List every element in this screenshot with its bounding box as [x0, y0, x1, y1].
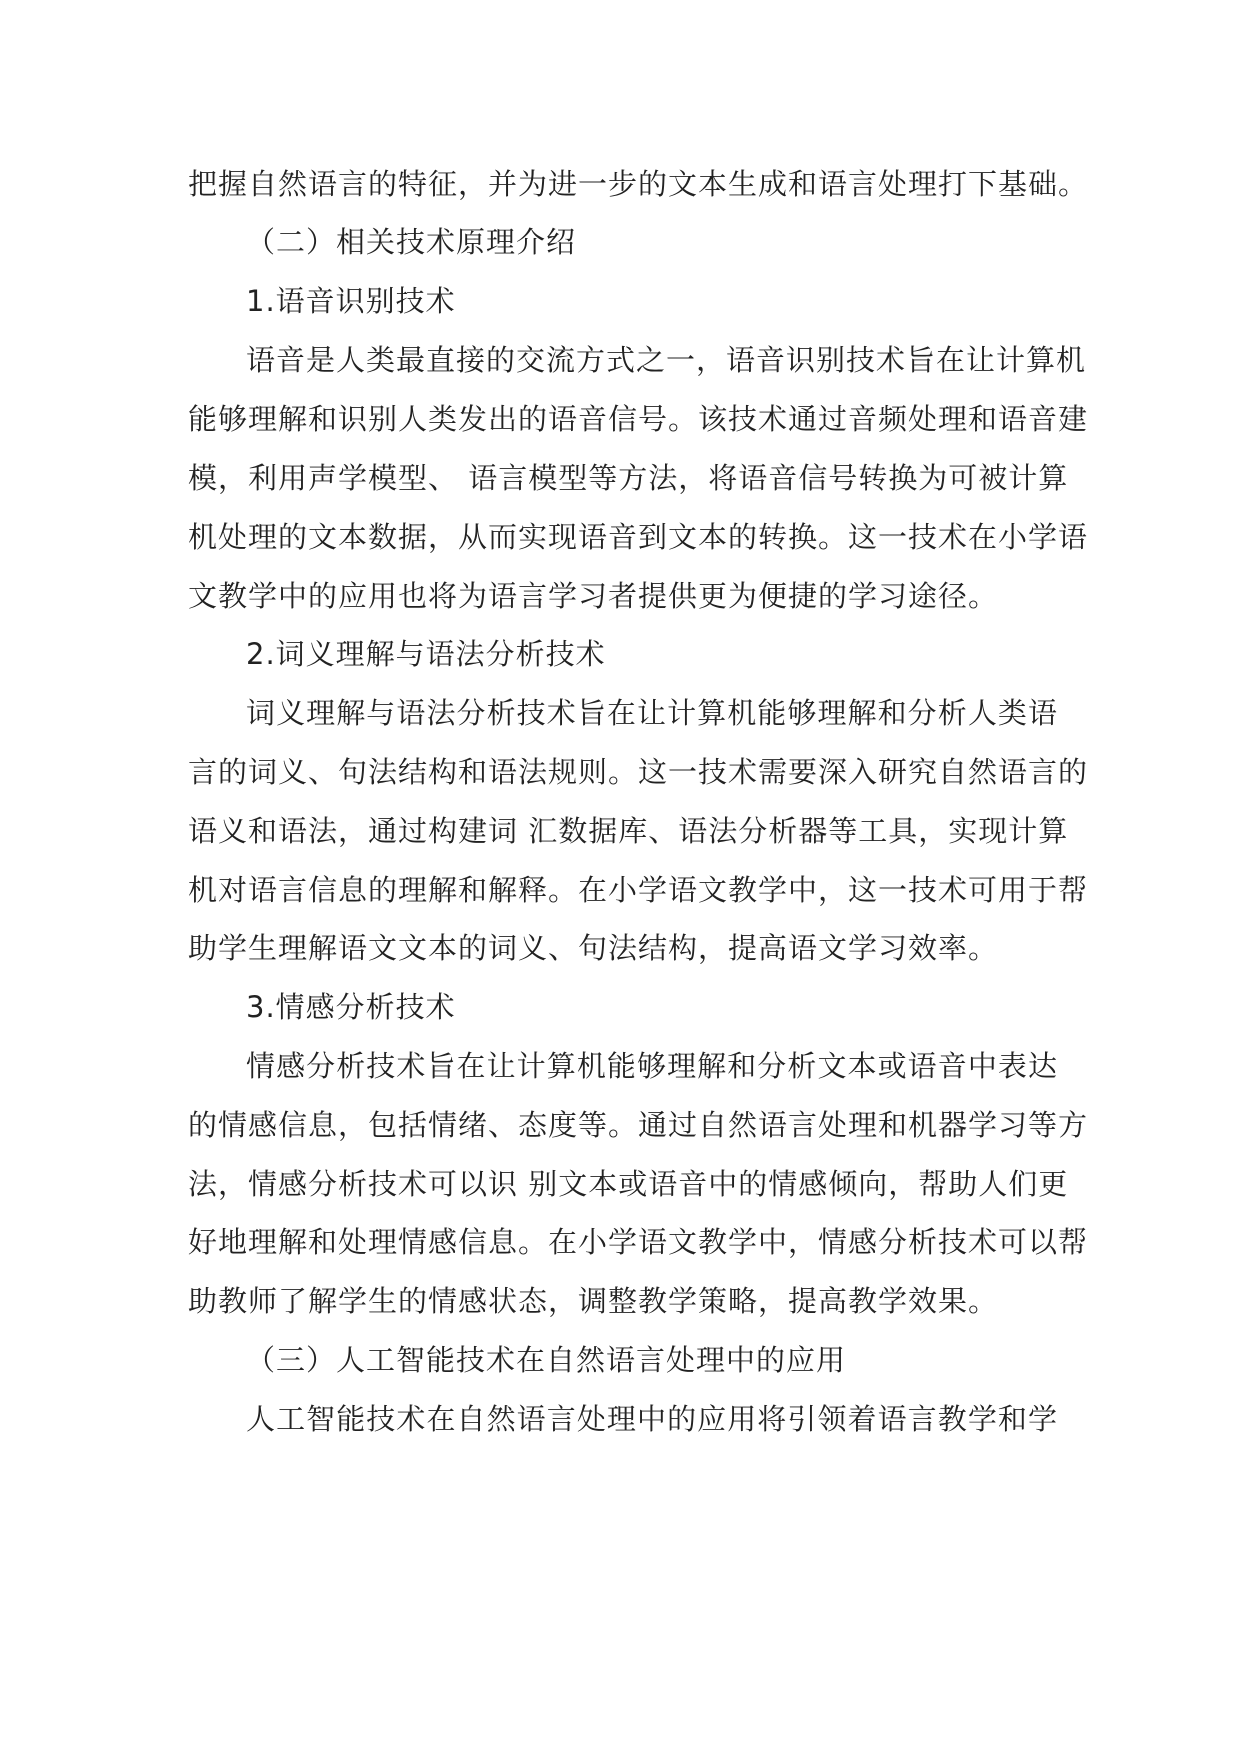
paragraph-continuation-line: 把握自然语言的特征，并为进一步的文本生成和语言处理打下基础。: [188, 167, 1089, 201]
subheading-speech-recognition: 1.语音识别技术: [246, 284, 456, 318]
paragraph-line: 言的词义、句法结构和语法规则。这一技术需要深入研究自然语言的: [188, 755, 1089, 789]
subheading-sentiment-analysis: 3.情感分析技术: [246, 990, 456, 1024]
section-heading-3: （三）人工智能技术在自然语言处理中的应用: [246, 1343, 847, 1377]
paragraph-line: 文教学中的应用也将为语言学习者提供更为便捷的学习途径。: [188, 579, 999, 613]
subheading-semantic-analysis: 2.词义理解与语法分析技术: [246, 637, 606, 671]
paragraph-line: 助教师了解学生的情感状态，调整教学策略，提高教学效果。: [188, 1284, 999, 1318]
paragraph-line: 的情感信息，包括情绪、态度等。通过自然语言处理和机器学习等方: [188, 1108, 1089, 1142]
paragraph-line: 词义理解与语法分析技术旨在让计算机能够理解和分析人类语: [246, 696, 1058, 730]
paragraph-line: 机处理的文本数据，从而实现语音到文本的转换。这一技术在小学语: [188, 520, 1089, 554]
paragraph-line: 能够理解和识别人类发出的语音信号。该技术通过音频处理和语音建: [188, 402, 1089, 436]
paragraph-line: 机对语言信息的理解和解释。在小学语文教学中，这一技术可用于帮: [188, 873, 1089, 907]
section-heading-2: （二）相关技术原理介绍: [246, 225, 577, 259]
paragraph-line: 好地理解和处理情感信息。在小学语文教学中，情感分析技术可以帮: [188, 1225, 1089, 1259]
paragraph-line: 语音是人类最直接的交流方式之一，语音识别技术旨在让计算机: [246, 343, 1087, 377]
paragraph-line: 法，情感分析技术可以识 别文本或语音中的情感倾向，帮助人们更: [188, 1167, 1069, 1201]
paragraph-line: 人工智能技术在自然语言处理中的应用将引领着语言教学和学: [246, 1402, 1058, 1436]
paragraph-line: 模，利用声学模型、 语言模型等方法，将语音信号转换为可被计算: [188, 461, 1069, 495]
paragraph-line: 情感分析技术旨在让计算机能够理解和分析文本或语音中表达: [246, 1049, 1058, 1083]
paragraph-line: 助学生理解语文文本的词义、句法结构，提高语文学习效率。: [188, 931, 999, 965]
paragraph-line: 语义和语法，通过构建词 汇数据库、语法分析器等工具，实现计算: [188, 814, 1069, 848]
